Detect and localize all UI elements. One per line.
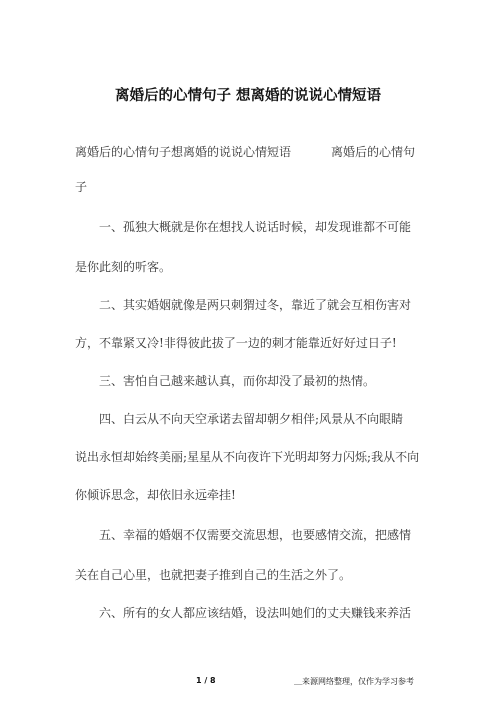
subtitle-right: 离婚后的心情句	[331, 145, 416, 159]
body-line: 说出永恒却始终美丽;星星从不向夜许下光明却努力闪烁;我从不向	[75, 450, 420, 464]
subtitle-wrap: 子	[75, 180, 88, 194]
source-note: ＿来源网络整理，仅作为学习参考	[294, 677, 414, 686]
page-number: 1 / 8	[196, 676, 216, 685]
body-line: 二、其实婚姻就像是两只刺猬过冬，靠近了就会互相伤害对	[75, 298, 412, 312]
page-title: 离婚后的心情句子 想离婚的说说心情短语	[114, 88, 382, 104]
subtitle-left: 离婚后的心情句子想离婚的说说心情短语	[75, 145, 292, 159]
body-line: 一、孤独大概就是你在想找人说话时候，却发现谁都不可能	[75, 220, 412, 234]
body-line: 是你此刻的听客。	[75, 260, 172, 274]
body-line: 三、害怕自己越来越认真，而你却没了最初的热情。	[75, 374, 376, 388]
body-line: 五、幸福的婚姻不仅需要交流思想，也要感情交流，把感情	[75, 528, 412, 542]
body-line: 你倾诉思念，却依旧永远牵挂!	[75, 488, 236, 502]
body-line: 六、所有的女人都应该结婚，设法叫她们的丈夫赚钱来养活	[75, 606, 412, 620]
body-line: 四、白云从不向天空承诺去留却朝夕相伴;风景从不向眼睛	[75, 412, 404, 426]
body-line: 关在自己心里，也就把妻子推到自己的生活之外了。	[75, 568, 352, 582]
body-line: 方，不靠紧又冷!非得彼此拔了一边的刺才能靠近好好过日子!	[75, 336, 397, 350]
